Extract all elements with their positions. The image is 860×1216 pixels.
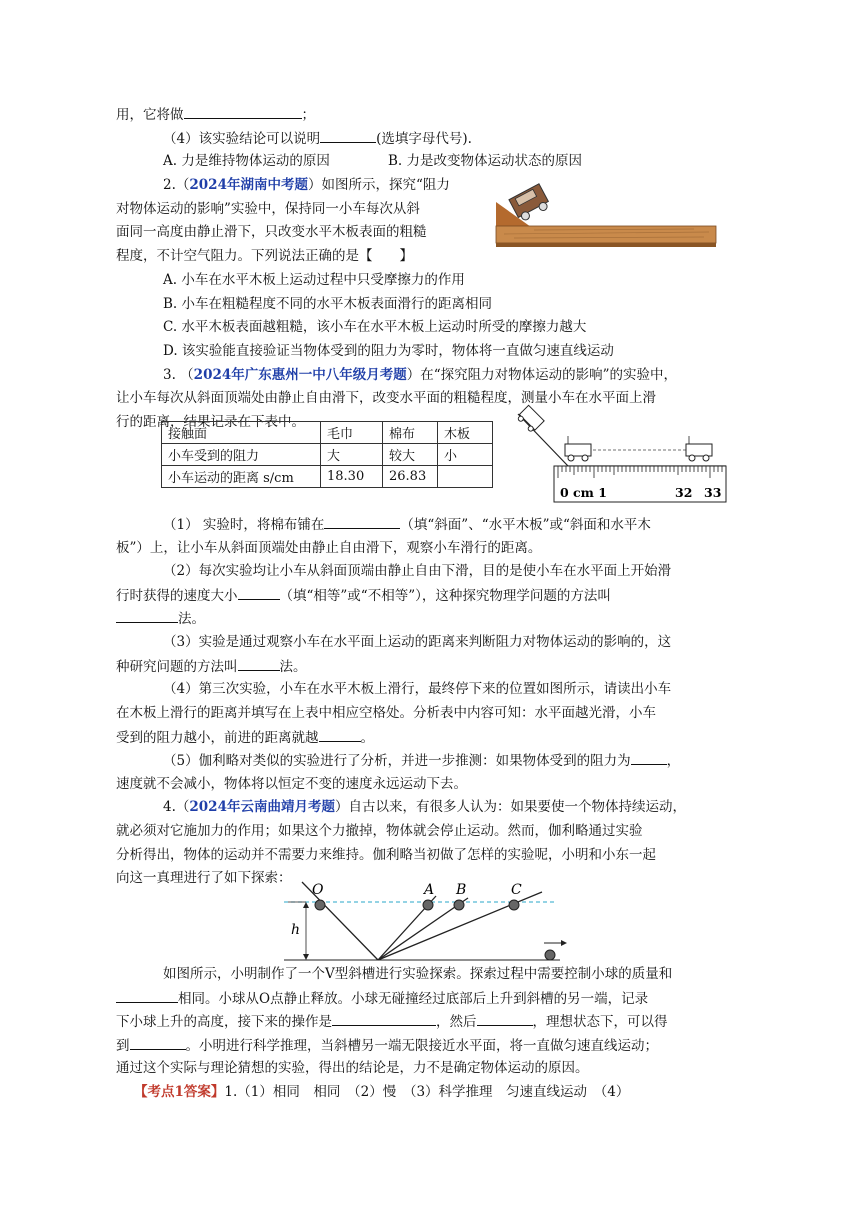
ruler-label-32: 32 <box>675 485 693 500</box>
text-line: 种研究问题的方法叫 法。 <box>116 656 307 677</box>
text-line: 相同。小球从O点静止释放。小球无碰撞经过底部后上升到斜槽的另一端，记录 <box>116 988 648 1009</box>
text-line: 让小车每次从斜面顶端处由静止自由滑下，改变水平面的粗糙程度，测量小车在水平面上滑 <box>116 390 656 406</box>
option-a: A. 力是维持物体运动的原因 <box>163 153 330 169</box>
text-line: （4）第三次实验，小车在水平木板上滑行，最终停下来的位置如图所示，请读出小车 <box>163 681 672 697</box>
text-line: 分析得出，物体的运动并不需要力来维持。伽利略当初做了怎样的实验呢，小明和小东一起 <box>116 847 656 863</box>
table-cell: 较大 <box>383 444 438 466</box>
table-cell: 小车受到的阻力 <box>162 444 321 466</box>
table-cell: 18.30 <box>321 466 383 488</box>
question-source: 2024年广东惠州一中八年级月考题 <box>193 367 407 383</box>
ruler-label-start: 0 cm 1 <box>560 485 607 500</box>
question-3-header: 3. （2024年广东惠州一中八年级月考题）在“探究阻力对物体运动的影响”的实验中， <box>163 367 678 383</box>
table-cell: 小车运动的距离 s/cm <box>162 466 321 488</box>
label-o: O <box>312 882 324 898</box>
text-line: 用，它将做 ； <box>116 104 315 125</box>
ruler-label-33: 33 <box>704 485 722 500</box>
text-line: 受到的阻力越小，前进的距离就越 。 <box>116 727 374 748</box>
answer-line: 【考点1答案】1.（1）相同 相同 （2）慢 （3）科学推理 匀速直线运动 （4） <box>134 1084 630 1100</box>
ruler-figure <box>508 398 730 504</box>
text-line: 到 。小明进行科学推理，当斜槽另一端无限接近水平面，将一直做匀速直线运动； <box>116 1035 658 1056</box>
cart-on-ramp-figure <box>494 180 719 252</box>
table-cell: 接触面 <box>162 422 321 444</box>
label-b: B <box>456 882 467 898</box>
table-header-row <box>162 422 493 444</box>
ball-icon <box>545 950 555 960</box>
question-4-header: 4.（2024年云南曲靖月考题）自古以来，有很多人认为：如果要使一个物体持续运动， <box>163 799 686 815</box>
answer-tag: 【考点1答案】 <box>134 1084 225 1100</box>
text-line: 板”）上，让小车从斜面顶端处由静止自由滑下，观察小车滑行的距离。 <box>116 540 542 556</box>
text-line: 程度，不计空气阻力。下列说法正确的是【 】 <box>116 248 413 264</box>
text-line: 法。 <box>116 608 205 629</box>
text-line: （5）伽利略对类似的实验进行了分析，并进一步推测：如果物体受到的阻力为 ， <box>163 750 680 771</box>
table-cell: 棉布 <box>383 422 438 444</box>
table-cell: 大 <box>321 444 383 466</box>
text-line: 对物体运动的影响”实验中，保持同一小车每次从斜 <box>116 201 420 217</box>
label-h: h <box>291 922 301 938</box>
board-top <box>496 226 716 243</box>
text-line: 下小球上升的高度，接下来的操作是 ，然后 ，理想状态下，可以得 <box>116 1011 668 1032</box>
option-d: D. 该实验能直接验证当物体受到的阻力为零时，物体将一直做匀速直线运动 <box>163 343 614 359</box>
ball-icon <box>454 900 464 910</box>
text-line: （1） 实验时，将棉布铺在 （填“斜面”、“水平木板”或“斜面和水平木 <box>163 514 651 535</box>
ball-icon <box>423 900 433 910</box>
text-line: 面同一高度由静止滑下，只改变水平木板表面的粗糙 <box>116 224 427 240</box>
table-cell: 毛巾 <box>321 422 383 444</box>
text-line: （2）每次实验均让小车从斜面顶端由静止自由下滑，目的是使小车在水平面上开始滑 <box>163 563 672 579</box>
board-edge <box>496 243 716 247</box>
table-cell: 26.83 <box>383 466 438 488</box>
text-line: （3）实验是通过观察小车在水平面上运动的距离来判断阻力对物体运动的影响的，这 <box>163 634 672 650</box>
cart-icon <box>516 405 544 433</box>
v-slot-figure <box>278 874 574 968</box>
text-line: 行时获得的速度大小 （填“相等”或“不相等”），这种探究物理学问题的方法叫 <box>116 585 611 606</box>
option-b: B. 小车在粗糙程度不同的水平木板表面滑行的距离相同 <box>163 296 493 312</box>
text-line: 通过这个实际与理论猜想的实验，得出的结论是，力不是确定物体运动的原因。 <box>116 1060 589 1076</box>
label-c: C <box>511 882 522 898</box>
text-line: 就必须对它施加力的作用；如果这个力撤掉，物体就会停止运动。然而，伽利略通过实验 <box>116 823 643 839</box>
option-c: C. 水平木板表面越粗糙，该小车在水平木板上运动时所受的摩擦力越大 <box>163 319 587 335</box>
question-source: 2024年湖南中考题 <box>189 177 308 193</box>
option-a: A. 小车在水平木板上运动过程中只受摩擦力的作用 <box>163 272 465 288</box>
text-line: 在木板上滑行的距离并填写在上表中相应空格处。分析表中内容可知：水平面越光滑，小车 <box>116 705 656 721</box>
text-line: （4）该实验结论可以说明 (选填字母代号). <box>163 128 472 149</box>
text-line: 速度就不会减小，物体将以恒定不变的速度永远运动下去。 <box>116 776 467 792</box>
table-cell: 小 <box>438 444 493 466</box>
table-row <box>162 444 493 466</box>
results-table <box>161 421 493 488</box>
question-source: 2024年云南曲靖月考题 <box>189 799 335 815</box>
text-line: 如图所示，小明制作了一个V型斜槽进行实验探索。探索过程中需要控制小球的质量和 <box>163 966 673 982</box>
ball-icon <box>509 900 519 910</box>
text-line: 向这一真理进行了如下探索： <box>116 870 292 886</box>
text-line: 行的距离，结果记录在下表中。 <box>116 414 305 430</box>
label-a: A <box>424 882 435 898</box>
table-cell <box>438 466 493 488</box>
ball-icon <box>315 900 325 910</box>
question-2-header: 2.（2024年湖南中考题）如图所示，探究“阻力 <box>163 177 450 193</box>
table-cell: 木板 <box>438 422 493 444</box>
table-row <box>162 466 493 488</box>
option-b: B. 力是改变物体运动状态的原因 <box>388 153 583 169</box>
arrow-right-icon <box>561 940 567 946</box>
